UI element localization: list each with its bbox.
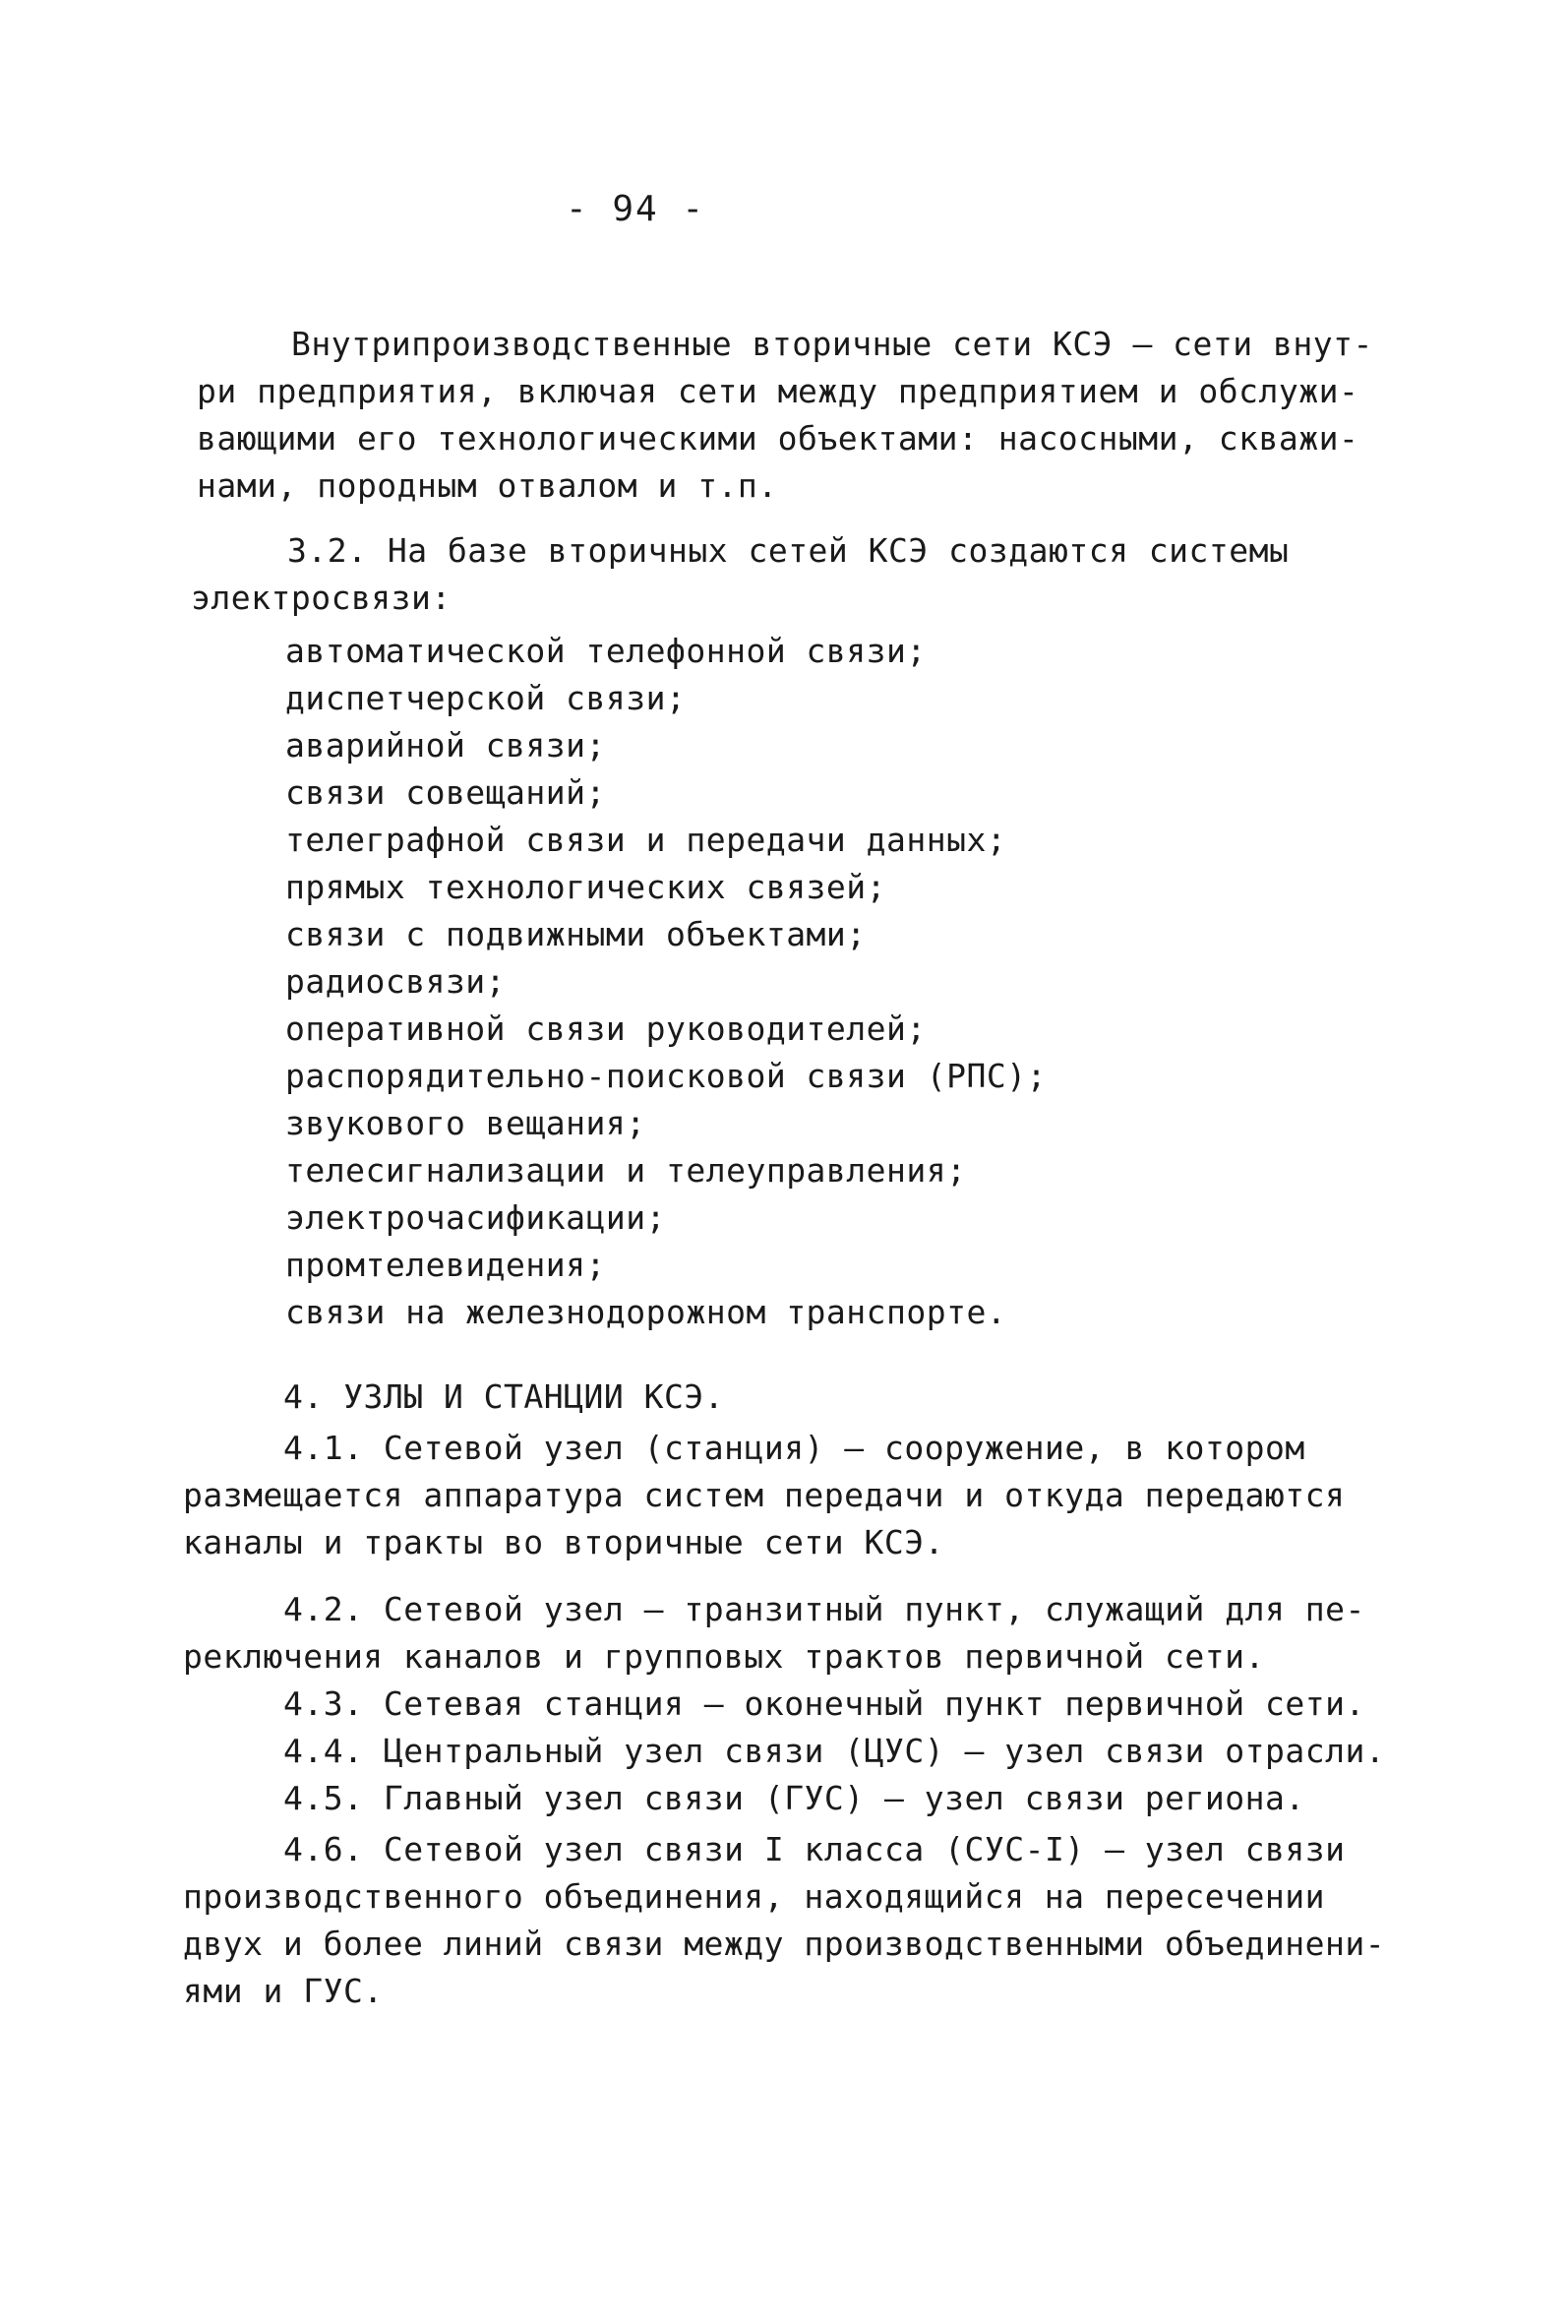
intro-line: вающими его технологическими объектами: насосными, скважи- [197, 419, 1359, 458]
intro-line: нами, породным отвалом и т.п. [197, 466, 778, 505]
list-item: автоматической телефонной связи; [285, 632, 927, 670]
list-item: радиосвязи; [285, 962, 507, 1001]
intro-line: Внутрипроизводственные вторичные сети КСЭ – сети внут- [291, 325, 1373, 363]
list-item: связи совещаний; [285, 773, 606, 812]
list-item: аварийной связи; [285, 726, 606, 764]
paragraph-4-2-line: 4.2. Сетевой узел – транзитный пункт, служащий для пе- [283, 1590, 1365, 1628]
list-item: распорядительно-поисковой связи (РПС); [285, 1057, 1047, 1095]
section-3-2-line: 3.2. На базе вторичных сетей КСЭ создаются системы [287, 531, 1290, 570]
paragraph-4-6-line: ями и ГУС. [183, 1972, 384, 2010]
list-item: звукового вещания; [285, 1104, 646, 1142]
list-item: диспетчерской связи; [285, 679, 687, 717]
list-item: промтелевидения; [285, 1246, 606, 1284]
list-item: телесигнализации и телеуправления; [285, 1151, 967, 1190]
paragraph-4-1-line: 4.1. Сетевой узел (станция) – сооружение, в котором [283, 1429, 1305, 1467]
paragraph-4-6-line: 4.6. Сетевой узел связи I класса (СУС-I) – узел связи [283, 1830, 1346, 1868]
paragraph-4-1-line: каналы и тракты во вторичные сети КСЭ. [183, 1523, 944, 1561]
page-number: - 94 - [566, 189, 706, 229]
list-item: связи с подвижными объектами; [285, 915, 867, 953]
paragraph-4-1-line: размещается аппаратура систем передачи и откуда передаются [183, 1476, 1346, 1514]
paragraph-4-4: 4.4. Центральный узел связи (ЦУС) – узел связи отрасли. [283, 1732, 1386, 1770]
list-item: прямых технологических связей; [285, 868, 887, 906]
section-heading: 4. УЗЛЫ И СТАНЦИИ КСЭ. [283, 1377, 725, 1416]
list-item: телеграфной связи и передачи данных; [285, 821, 1007, 859]
paragraph-4-6-line: двух и более линий связи между производственными объединени- [183, 1925, 1386, 1963]
list-item: оперативной связи руководителей; [285, 1009, 927, 1048]
list-item: электрочасификации; [285, 1198, 666, 1237]
paragraph-4-6-line: производственного объединения, находящийся на пересечении [183, 1877, 1325, 1916]
paragraph-4-3: 4.3. Сетевая станция – оконечный пункт первичной сети. [283, 1684, 1365, 1723]
intro-line: ри предприятия, включая сети между предприятием и обслужи- [197, 372, 1359, 410]
list-item: связи на железнодорожном транспорте. [285, 1293, 1007, 1331]
paragraph-4-2-line: реключения каналов и групповых трактов первичной сети. [183, 1637, 1265, 1676]
section-3-2-line: электросвязи: [191, 579, 452, 617]
paragraph-4-5: 4.5. Главный узел связи (ГУС) – узел связи региона. [283, 1779, 1305, 1817]
